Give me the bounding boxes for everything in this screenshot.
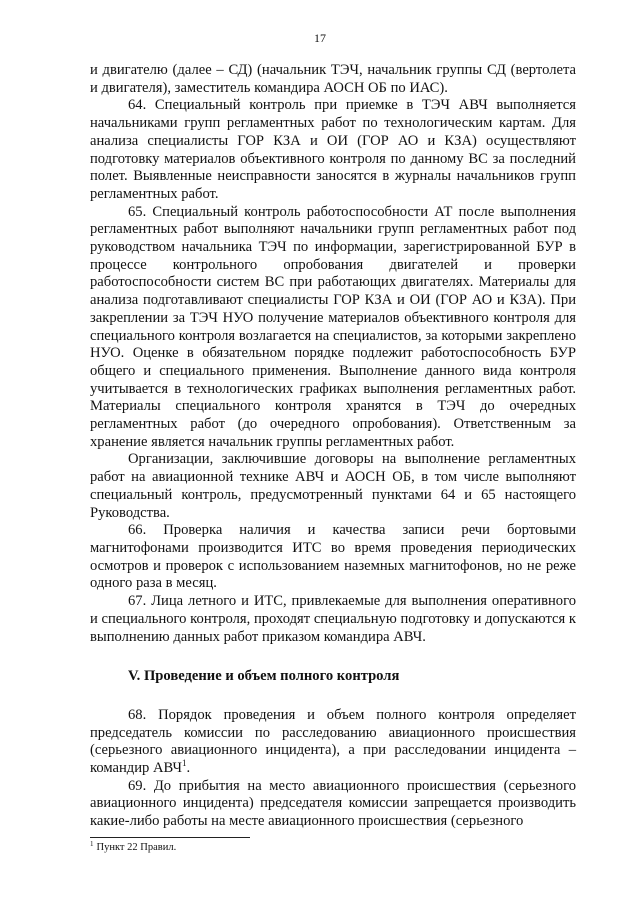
paragraph-continuation: и двигателю (далее – СД) (начальник ТЭЧ, начальник группы СД (вертолета и двигателя), заместитель командира АОСН ОБ по ИАС). (90, 62, 576, 96)
document-body (90, 62, 576, 831)
paragraph-68-text: 68. Порядок проведения и объем полного контроля определяет председатель комиссии по расследованию авиационного происшествия (серьезного авиационного инцидента), а при расследовании инцидента – командир АВЧ (90, 706, 576, 777)
paragraph-68 (90, 707, 576, 778)
paragraph-64: 64. Специальный контроль при приемке в ТЭЧ АВЧ выполняется начальниками групп регламентных работ по технологическим картам. Для анализа специалисты ГОР КЗА и ОИ (ГОР АО и КЗА) осуществляют подготовку материалов объективного контроля по данному ВС за последний полет. Выявленные неисправности заносятся в журналы начальников групп регламентных работ. (90, 97, 576, 202)
paragraph-68-end: . (186, 760, 191, 777)
footnote (90, 839, 177, 853)
paragraph-65: 65. Специальный контроль работоспособности АТ после выполнения регламентных работ выполняют начальники групп регламентных работ под руководством начальника ТЭЧ по информации, зарегистрированной БУР в процессе контрольного опробования двигателей и проверки работоспособности систем ВС при работающих двигателях. Материалы для анализа подготавливают специалисты ГОР КЗА и ОИ (ГОР АО и КЗА). При закреплении за ТЭЧ НУО получение материалов объективного контроля для специального контроля возлагается на специалистов, за которыми закреплено НУО. Оценке в обязательном порядке подлежит работоспособность БУР общего и специального применения. Выполнение данного вида контроля учитывается в технологических графиках выполнения регламентных работ. Материалы специального контроля хранятся в ТЭЧ до очередных регламентных работ (до очередного опробования). Ответственным за хранение является начальник группы регламентных работ. (90, 203, 576, 450)
footnote-text: Пункт 22 Правил. (96, 842, 177, 853)
paragraph-67: 67. Лица летного и ИТС, привлекаемые для выполнения оперативного и специального контроля, проходят специальную подготовку и допускаются к выполнению данных работ приказом командира АВЧ. (90, 593, 576, 645)
paragraph-organizations: Организации, заключившие договоры на выполнение регламентных работ на авиационной технике АВЧ и АОСН ОБ, в том числе выполняют специальный контроль, предусмотренный пунктами 64 и 65 настоящего Руководства. (90, 451, 576, 521)
paragraph-66: 66. Проверка наличия и качества записи речи бортовыми магнитофонами производится ИТС во время проведения периодических осмотров и проверок с использованием наземных магнитофонов, но не реже одного раза в месяц. (90, 522, 576, 592)
footnote-reference: 1 (182, 758, 187, 769)
footnote-divider (90, 837, 250, 838)
footnote-number: 1 (90, 839, 94, 848)
paragraph-69: 69. До прибытия на место авиационного происшествия (серьезного авиационного инцидента) председателя комиссии запрещается производить какие-либо работы на месте авиационного происшествия (серьезного (90, 777, 576, 830)
section-heading: V. Проведение и объем полного контроля (128, 668, 400, 685)
page-number: 17 (314, 31, 326, 45)
